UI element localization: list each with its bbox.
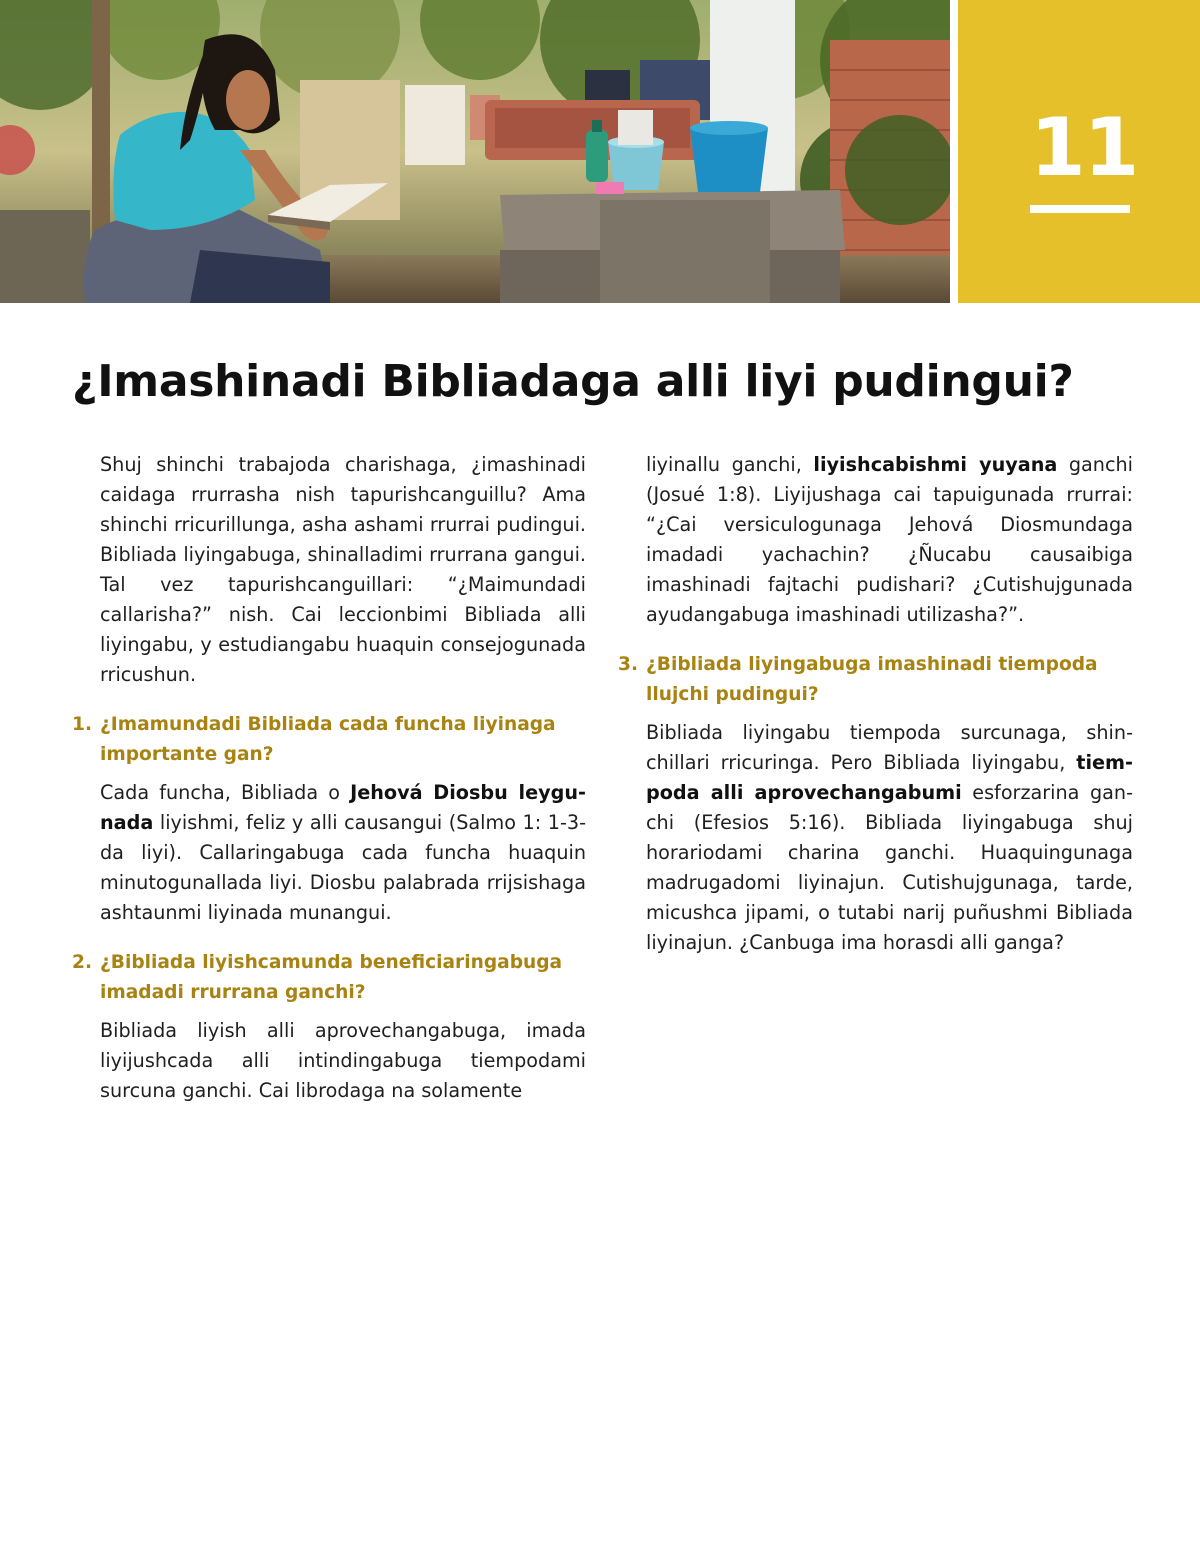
woman-reading-bible-illustration xyxy=(0,0,950,303)
answer-text: Bibliada liyingabu tiempoda surcunaga, shinchillari rricuringa. Pero Bibliada liyingabu, xyxy=(646,721,1133,774)
hero-photo xyxy=(0,0,950,303)
question-text: ¿Bibliada liyingabuga imashinadi tiempoda llujchi pudingui? xyxy=(646,654,1098,705)
answer-text: Cada funcha, Bibliada o xyxy=(100,781,351,804)
lesson-number: 11 xyxy=(1030,101,1138,194)
answer-1 xyxy=(100,778,586,928)
answer-text: liyishmi, feliz y alli causangui (Salmo 1: 1-3-da liyi). Callaringabuga cada funcha huaquin minutogunallada liyi. Diosbu palabrada rrijsishaga ashtaunmi liyinada munangui. xyxy=(100,811,586,924)
page-title: ¿Imashinadi Bibliadaga alli liyi pudingui? xyxy=(72,356,1074,407)
question-text: ¿Imamundadi Bibliada cada funcha liyinaga importante gan? xyxy=(100,714,556,765)
question-number: 2. xyxy=(72,952,93,973)
answer-2-part-1: Bibliada liyish alli aprovechangabuga, imada liyijushcada alli intindingabuga tiempodami surcuna ganchi. Cai librodaga na solamente xyxy=(100,1019,586,1102)
intro-paragraph: Shuj shinchi trabajoda charishaga, ¿imashinadi caidaga rrurrasha nish tapurishcanguillu? Ama shinchi rricurillunga, asha ashami rrurrai pudingui. Bibliada liyingabuga, shinalladimi rrurrana gangui. Tal vez tapurishcanguillari: “¿Maimundadi callarisha?” nish. Cai leccionbimi Bibliada alli liyingabu, y estudiangabu huaquin consejogunada rricushun. xyxy=(100,453,586,686)
lesson-number-underline xyxy=(1030,205,1130,213)
answer-2-part-2 xyxy=(646,450,1133,630)
answer-bold-text: tiempoda alli aprovechangabumi xyxy=(646,751,1133,804)
question-3 xyxy=(618,650,1133,710)
answer-bold-text: liyishcabishmi yuyana xyxy=(813,453,1058,476)
question-text: ¿Bibliada liyishcamunda beneficiaringabuga imadadi rrurrana ganchi? xyxy=(100,952,563,1003)
question-2 xyxy=(72,948,586,1008)
answer-3 xyxy=(646,718,1133,958)
question-1 xyxy=(72,710,586,770)
question-number: 3. xyxy=(618,654,639,675)
answer-text: esforzarina ganchi (Efesios 5:16). Bibliada liyingabuga shuj horariodami charina ganchi. Huaquingunaga madrugadomi liyinajun. Cutishujgunaga, tarde, micushca jipami, o tutabi narij puñushmi Bibliada liyinajun. ¿Canbuga ima horasdi alli ganga? xyxy=(646,781,1134,954)
question-number: 1. xyxy=(72,714,93,735)
answer-text: ganchi (Josué 1:8). Liyijushaga cai tapuigunada rrurrai: “¿Cai versiculogunaga Jehová Diosmundaga imadadi yachachin? ¿Ñucabu causaibiga imashinadi fajtachi pudishari? ¿Cutishujgunada ayudangabuga imashinadi utilizasha?”. xyxy=(646,453,1134,626)
left-column xyxy=(72,450,587,1106)
right-column xyxy=(618,450,1134,958)
stone-wall xyxy=(0,210,90,303)
answer-bold-text: Jehová Diosbu leygunada xyxy=(100,781,587,834)
answer-text: liyinallu ganchi, xyxy=(646,453,814,476)
